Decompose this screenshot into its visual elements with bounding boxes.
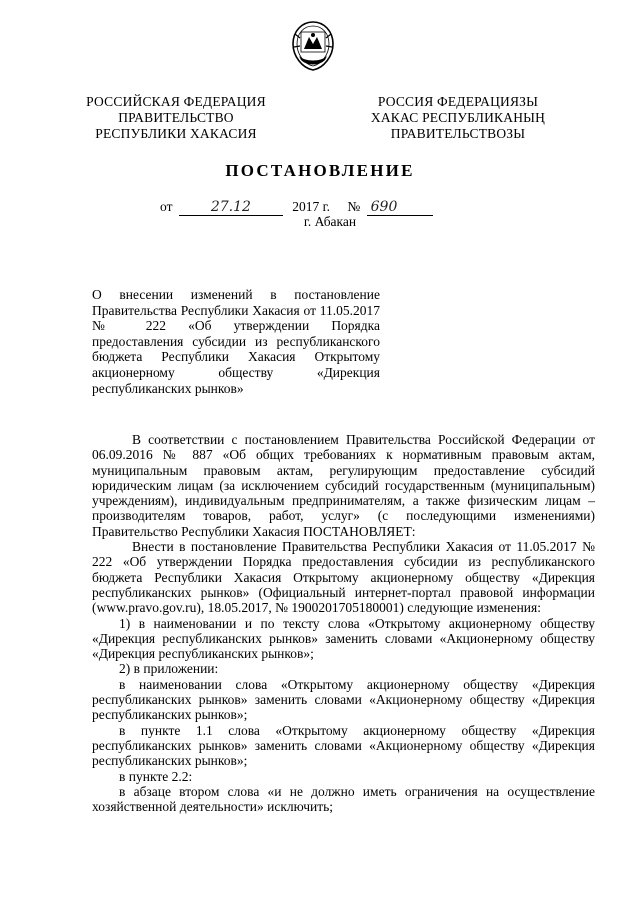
date-from-label: от xyxy=(160,199,173,214)
handwritten-number: 690 xyxy=(367,199,433,216)
header-left-line: ПРАВИТЕЛЬСТВО xyxy=(118,110,234,125)
year-text: 2017 г. xyxy=(292,199,330,214)
handwritten-date: 27.12 xyxy=(179,199,283,216)
body-paragraph: Внести в постановление Правительства Республики Хакасия от 11.05.2017 № 222 «Об утверждении Порядка предоставления субсидии из республиканского бюджета Республики Хакасия Открытому акционерному обществу «Дирекция республиканских рынков» (Официальный интернет-портал правовой информации (www.pravo.gov.ru), 18.05.2017, № 1900201705180001) следующие изменения: xyxy=(92,539,595,616)
body-paragraph: в пункте 1.1 слова «Открытому акционерному обществу «Дирекция республиканских рынков» заменить словами «Акционерному обществу «Дирекция республиканских рынков»; xyxy=(92,722,595,769)
body-paragraph: В соответствии с постановлением Правительства Российской Федерации от 06.09.2016 № 887 «Об общих требованиях к нормативным правовым актам, муниципальным правовым актам, регулирующим предоставление субсидий юридическим лицам (за исключением субсидий государственным (муниципальным) учреждениям), индивидуальным предпринимателям, а также физическим лицам – производителям товаров, работ, услуг» (с последующими изменениями) Правительство Республики Хакасия ПОСТАНОВЛЯЕТ: xyxy=(92,432,595,539)
subject-block: О внесении изменений в постановление Правительства Республики Хакасия от 11.05.2017 № 222 «Об утверждении Порядка предоставления субсидии из республиканского бюджета Республики Хакасия Открытому акционерному обществу «Дирекция республиканских рынков» xyxy=(92,287,380,396)
header-right-line: РОССИЯ ФЕДЕРАЦИЯЗЫ xyxy=(377,94,539,109)
body-paragraph: 1) в наименовании и по тексту слова «Открытому акционерному обществу «Дирекция республиканских рынков» заменить словами «Акционерному обществу «Дирекция республиканских рынков»; xyxy=(92,615,595,662)
body-paragraph: в наименовании слова «Открытому акционерному обществу «Дирекция республиканских рынков» заменить словами «Акционерному обществу «Дирекция республиканских рынков»; xyxy=(92,676,595,723)
header-right-line: ХАКАС РЕСПУБЛИКАНЫҢ xyxy=(370,110,546,125)
header-left-line: РОССИЙСКАЯ ФЕДЕРАЦИЯ xyxy=(86,94,266,109)
body-text xyxy=(92,432,595,814)
city-line: г. Абакан xyxy=(303,214,357,229)
header-left-block xyxy=(78,94,274,142)
body-paragraph: в пункте 2.2: xyxy=(119,768,193,784)
coat-of-arms-emblem xyxy=(289,20,337,72)
body-paragraph: 2) в приложении: xyxy=(119,661,219,677)
document-title: ПОСТАНОВЛЕНИЕ xyxy=(225,161,415,180)
number-label: № xyxy=(347,199,361,214)
header-left-line: РЕСПУБЛИКИ ХАКАСИЯ xyxy=(95,126,257,141)
header-right-block xyxy=(360,94,556,142)
body-paragraph: в абзаце втором слова «и не должно иметь ограничения на осуществление хозяйственной деятельности» исключить; xyxy=(92,783,595,815)
header-right-line: ПРАВИТЕЛЬСТВОЗЫ xyxy=(390,126,526,141)
